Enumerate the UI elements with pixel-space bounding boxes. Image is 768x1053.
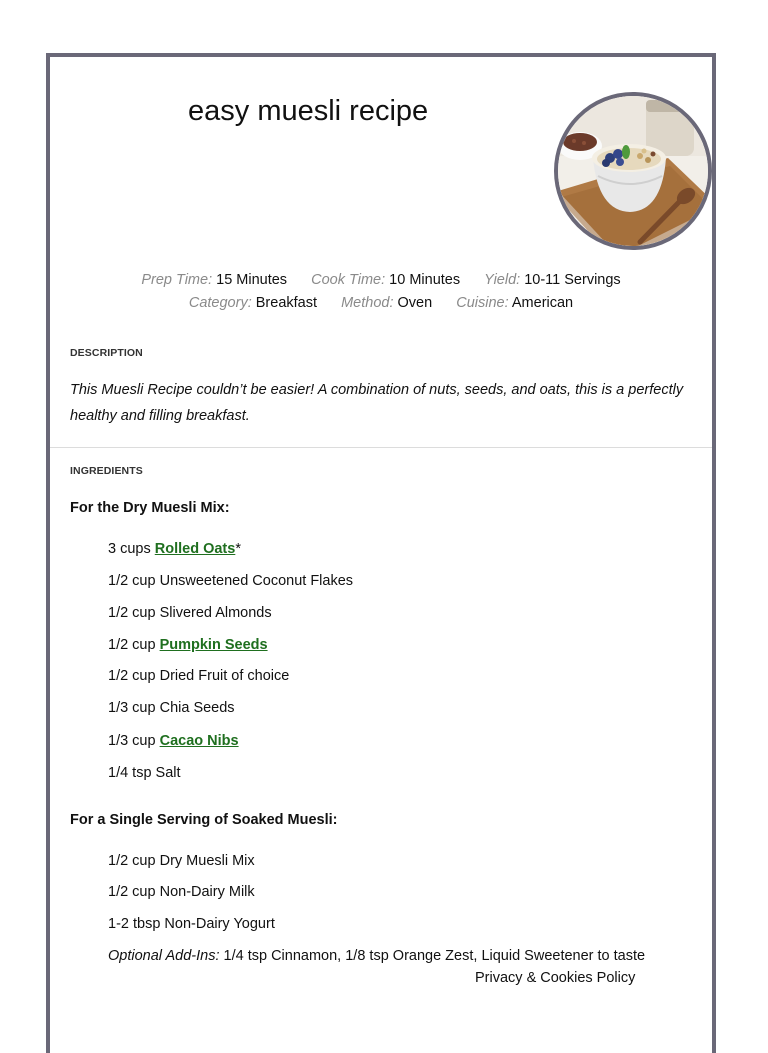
ingredients-heading: INGREDIENTS: [70, 465, 143, 477]
category-value: Breakfast: [255, 295, 318, 311]
method-value: Oven: [397, 295, 433, 311]
soaked-muesli-heading: For a Single Serving of Soaked Muesli:: [70, 812, 338, 828]
muesli-bowl-photo-icon: [558, 96, 708, 246]
pumpkin-seeds-link[interactable]: Pumpkin Seeds: [159, 637, 268, 653]
description-text: This Muesli Recipe couldn’t be easier! A combination of nuts, seeds, and oats, this is a perfectly healthy and filling breakfast.: [70, 382, 684, 424]
ingredient-item: 1/2 cup Dried Fruit of choice: [108, 668, 290, 684]
recipe-photo[interactable]: [554, 92, 712, 250]
cook-time-value: 10 Minutes: [389, 272, 461, 288]
description-heading: DESCRIPTION: [70, 347, 143, 359]
cuisine-label: Cuisine:: [456, 295, 509, 311]
category-label: Category:: [188, 295, 252, 311]
cuisine-value: American: [511, 295, 574, 311]
rolled-oats-link[interactable]: Rolled Oats: [154, 541, 236, 557]
meta-row-category: [50, 295, 712, 311]
optional-text: 1/4 tsp Cinnamon, 1/8 tsp Orange Zest, Liquid Sweetener to taste: [219, 948, 646, 964]
recipe-card: [46, 53, 716, 1053]
optional-label: Optional Add-Ins:: [108, 948, 220, 964]
ingredient-item: 1/4 tsp Salt: [108, 765, 181, 781]
ingredient-item: 1/2 cup Dry Muesli Mix: [108, 853, 255, 869]
dry-mix-heading: For the Dry Muesli Mix:: [70, 500, 230, 516]
optional-add-ins: [108, 948, 645, 964]
privacy-cookies-link[interactable]: Privacy & Cookies Policy: [475, 970, 636, 986]
recipe-title: easy muesli recipe: [188, 95, 429, 127]
ingredient-item: 3 cups Rolled Oats*: [108, 541, 241, 557]
prep-time-value: 15 Minutes: [216, 272, 288, 288]
ingredient-item: 1/2 cup Pumpkin Seeds: [108, 637, 268, 653]
prep-time-label: Prep Time:: [141, 272, 213, 288]
yield-value: 10-11 Servings: [524, 272, 621, 288]
ingredient-item: 1/2 cup Unsweetened Coconut Flakes: [108, 573, 354, 589]
ingredient-item: 1/3 cup Cacao Nibs: [108, 733, 239, 749]
section-divider: [50, 447, 712, 448]
ingredient-item: 1-2 tbsp Non-Dairy Yogurt: [108, 916, 275, 932]
cook-time-label: Cook Time:: [311, 272, 386, 288]
ingredient-item: 1/3 cup Chia Seeds: [108, 700, 235, 716]
method-label: Method:: [341, 295, 394, 311]
meta-row-times: [50, 272, 712, 288]
ingredient-item: 1/2 cup Slivered Almonds: [108, 605, 272, 621]
cacao-nibs-link[interactable]: Cacao Nibs: [159, 733, 239, 749]
ingredient-item: 1/2 cup Non-Dairy Milk: [108, 884, 255, 900]
yield-label: Yield:: [484, 272, 521, 288]
